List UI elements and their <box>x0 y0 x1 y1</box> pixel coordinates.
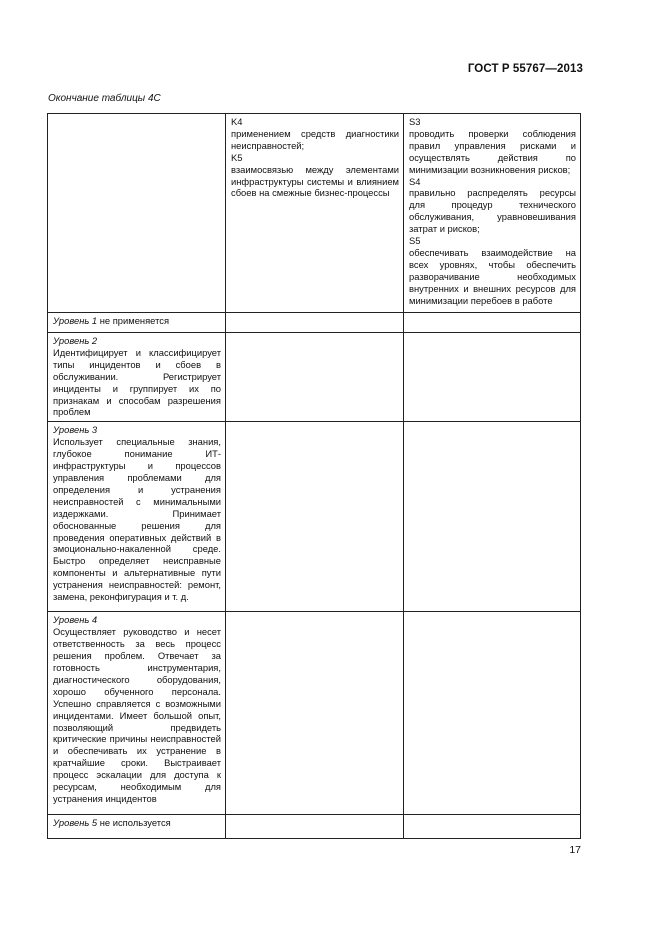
level-cell <box>48 333 226 422</box>
empty-cell <box>404 612 581 815</box>
competence-table <box>47 113 581 839</box>
empty-cell <box>404 313 581 333</box>
page-number: 17 <box>569 844 581 856</box>
table-row-knowledge-skills <box>48 114 581 313</box>
skill-code: S3 <box>409 116 421 127</box>
table-row-level-1 <box>48 313 581 333</box>
skill-text: обеспечивать взаимодействие на всех уровнях, чтобы обеспечить разворачивание необходимых внутренних и внешних ресурсов для минимизации перебоев в работе <box>409 246 576 306</box>
knowledge-text: применением средств диагностики неисправностей; <box>231 127 399 151</box>
level-label: Уровень 5 <box>53 817 98 829</box>
level-cell <box>48 422 226 612</box>
level-label: Уровень 2 <box>53 335 98 346</box>
empty-cell <box>226 815 404 839</box>
empty-cell <box>226 422 404 612</box>
empty-cell <box>226 612 404 815</box>
skill-text: правильно распределять ресурсы для процедур технического обслуживания, уравновешивания затрат и рисков; <box>409 187 576 235</box>
level-text: Осуществляет руководство и несет ответственность за весь процесс решения проблем. Отвечает за готовность инструментария, диагностического оборудования, хорошо обученного персонала. Успешно справляется с возможными инцидентами. Имеет большой опыт, позволяющий предвидеть критические причины неисправностей и обеспечивать их устранение в кратчайшие сроки. Выстраивает процесс эскалации для доступа к ресурсам, необходимым для устранения инцидентов <box>53 626 221 804</box>
level-cell <box>48 612 226 815</box>
empty-cell <box>404 422 581 612</box>
knowledge-cell <box>226 114 404 313</box>
empty-cell <box>48 114 226 313</box>
level-cell <box>48 815 226 839</box>
table-row-level-2 <box>48 333 581 422</box>
level-label: Уровень 4 <box>53 614 98 626</box>
table-caption: Окончание таблицы 4С <box>48 93 161 104</box>
knowledge-text: взаимосвязью между элементами инфраструктуры системы и влиянием сбоев на смежные бизнес-процессы <box>231 163 399 199</box>
level-text: не применяется <box>97 315 170 326</box>
skills-cell <box>404 114 581 313</box>
level-label: Уровень 3 <box>53 424 98 436</box>
level-text: не используется <box>97 817 171 829</box>
skill-code: S4 <box>409 175 421 187</box>
level-text: Использует специальные знания, глубокое понимание ИТ-инфраструктуры и процессов управления проблемами для определения и устранения неисправностей с минимальными издержками. Принимает обоснованные решения для проведения оперативных действий в эмоционально-накаленной среде. Быстро определяет неисправные компоненты и альтернативные пути устранения неисправностей: ремонт, замена, реконфигурация и т. д. <box>53 436 221 603</box>
level-cell <box>48 313 226 333</box>
skill-text: проводить проверки соблюдения правил управления рисками и осуществлять действия по минимизации возникновения рисков; <box>409 127 576 175</box>
table-row-level-5 <box>48 815 581 839</box>
level-label: Уровень 1 <box>53 315 98 326</box>
table-row-level-4 <box>48 612 581 815</box>
knowledge-code: K4 <box>231 116 243 127</box>
table-row-level-3 <box>48 422 581 612</box>
knowledge-code: K5 <box>231 151 243 163</box>
empty-cell <box>226 333 404 422</box>
empty-cell <box>404 815 581 839</box>
document-header: ГОСТ Р 55767—2013 <box>467 63 583 75</box>
skill-code: S5 <box>409 235 421 247</box>
empty-cell <box>404 333 581 422</box>
level-text: Идентифицирует и классифицирует типы инцидентов и сбоев в обслуживании. Регистрирует инциденты и группирует их по признакам и способам разрешения проблем <box>53 346 221 418</box>
empty-cell <box>226 313 404 333</box>
